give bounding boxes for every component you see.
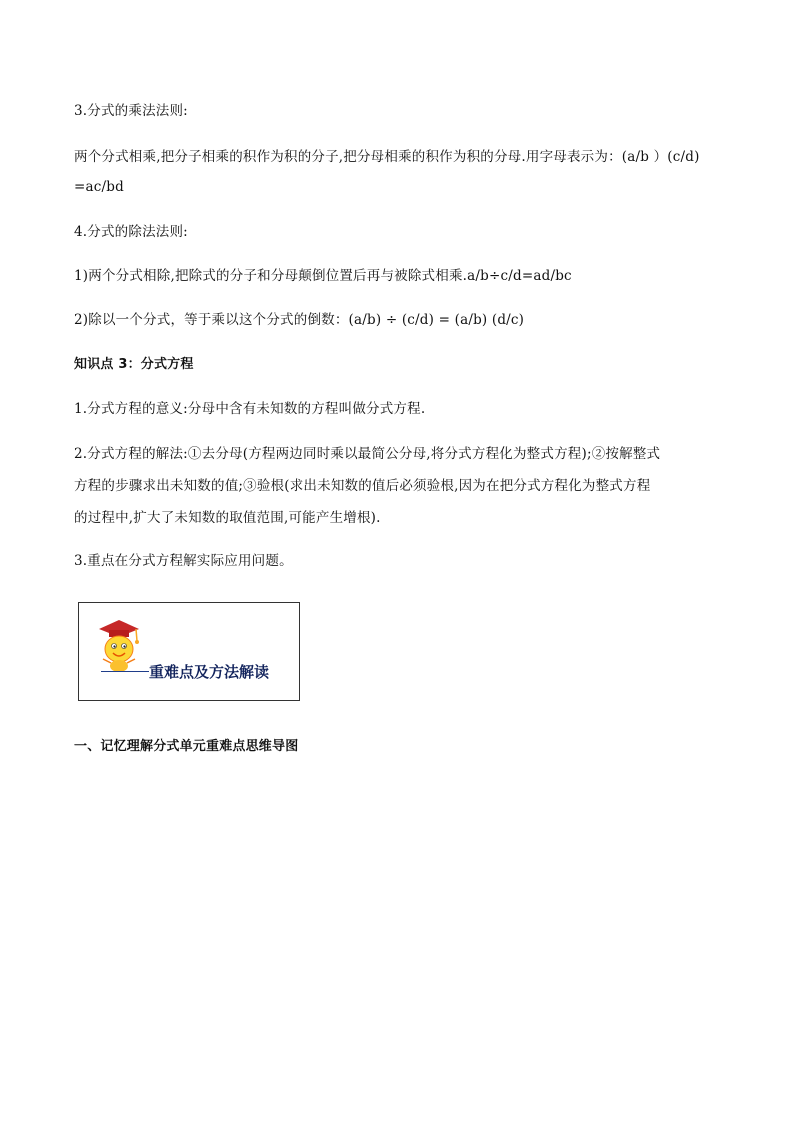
section3-rule-line1: 两个分式相乘,把分子相乘的积作为积的分子,把分母相乘的积作为积的分母.用字母表示为：(a/b ）(c/d) — [74, 149, 700, 165]
banner-rule — [101, 671, 149, 672]
knowledge3-item1: 1.分式方程的意义:分母中含有未知数的方程叫做分式方程. — [74, 401, 426, 417]
section3-heading: 3.分式的乘法法则: — [74, 103, 188, 119]
section4-heading: 4.分式的除法法则: — [74, 224, 188, 240]
graduate-mascot-icon — [93, 615, 143, 675]
section3-rule-line2: =ac/bd — [74, 179, 124, 195]
part1-heading: 一、记忆理解分式单元重难点思维导图 — [74, 739, 299, 754]
knowledge3-item3: 3.重点在分式方程解实际应用问题。 — [74, 553, 293, 569]
knowledge3-heading: 知识点 3：分式方程 — [74, 357, 194, 372]
knowledge3-item2-line3: 的过程中,扩大了未知数的取值范围,可能产生增根). — [74, 510, 381, 526]
knowledge3-item2-line1: 2.分式方程的解法:①去分母(方程两边同时乘以最简公分母,将分式方程化为整式方程);②按解整式 — [74, 446, 661, 462]
knowledge3-item2-line2: 方程的步骤求出未知数的值;③验根(求出未知数的值后必须验根,因为在把分式方程化为整式方程 — [74, 478, 651, 494]
section4-item2: 2)除以一个分式，等于乘以这个分式的倒数：(a/b) ÷ (c/d) = (a/b) (d/c) — [74, 312, 525, 328]
banner-title: 重难点及方法解读 — [149, 663, 270, 681]
section4-item1: 1)两个分式相除,把除式的分子和分母颠倒位置后再与被除式相乘.a/b÷c/d=ad/bc — [74, 268, 572, 284]
section-banner — [78, 602, 300, 701]
